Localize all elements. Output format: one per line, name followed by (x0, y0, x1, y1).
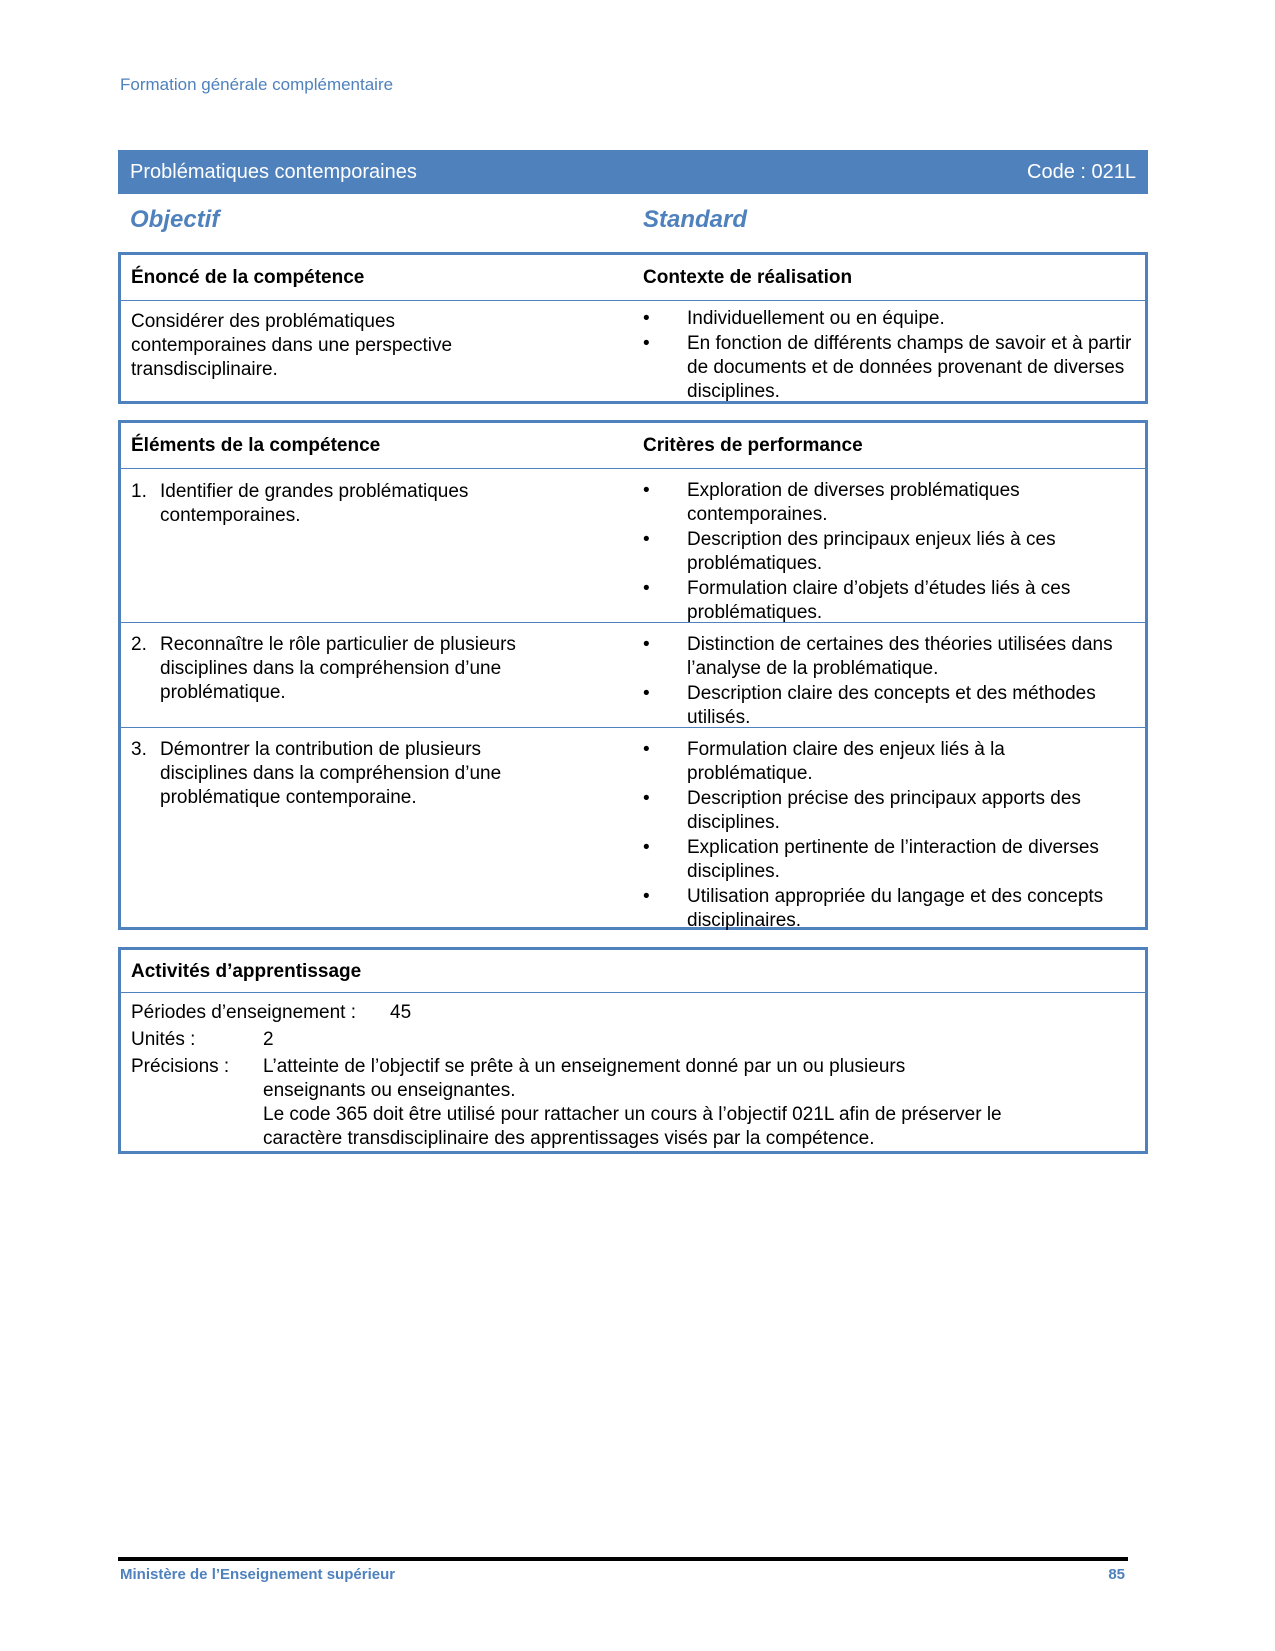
periods-value: 45 (390, 1002, 412, 1023)
objective-heading: Objectif (130, 206, 220, 233)
contexte-list (643, 307, 1138, 405)
contexte-item: • En fonction de différents champs de savoir et à partir de documents et de données provenant de diverses disciplines. (643, 332, 1138, 404)
criteria-list (643, 623, 1133, 737)
criteria-item: • Description claire des concepts et des méthodes utilisés. (643, 682, 1133, 730)
contexte-item: • Individuellement ou en équipe. (643, 307, 1138, 331)
element-text: Démontrer la contribution de plusieurs disciplines dans la compréhension d’une problématique contemporaine. (160, 739, 502, 808)
elements-label: Éléments de la compétence (131, 435, 381, 456)
standard-heading: Standard (643, 206, 748, 233)
criteria-item: • Formulation claire des enjeux liés à la problématique. (643, 738, 1133, 786)
criteres-label: Critères de performance (643, 435, 863, 456)
element-number: 2. (131, 634, 147, 655)
footer-page-number: 85 (1108, 1566, 1125, 1583)
element-statement (131, 633, 561, 705)
element-statement (131, 480, 561, 528)
banner-code: Code : 021L (1027, 160, 1136, 183)
objective-banner (118, 150, 1148, 194)
competence-box (118, 252, 1148, 404)
activities-box (118, 947, 1148, 1154)
criteria-item: • Exploration de diverses problématiques contemporaines. (643, 479, 1133, 527)
banner-title: Problématiques contemporaines (130, 160, 417, 183)
element-row (121, 623, 1145, 728)
periods-label: Périodes d’enseignement : (131, 1002, 356, 1023)
precisions-paragraph: L’atteinte de l’objectif se prête à un enseignement donné par un ou plusieurs enseignants ou enseignantes. (263, 1056, 906, 1101)
criteria-item: • Description précise des principaux apports des disciplines. (643, 787, 1133, 835)
section-headings (130, 206, 748, 234)
contexte-label: Contexte de réalisation (643, 267, 853, 288)
enonce-label: Énoncé de la compétence (131, 267, 365, 288)
precisions-label: Précisions : (131, 1056, 230, 1077)
element-number: 1. (131, 481, 147, 502)
criteria-item: • Explication pertinente de l’interaction de diverses disciplines. (643, 836, 1133, 884)
footer-ministry: Ministère de l’Enseignement supérieur (120, 1566, 396, 1583)
criteria-item: • Description des principaux enjeux liés à ces problématiques. (643, 528, 1133, 576)
criteria-list (643, 469, 1133, 632)
competence-box-header (121, 255, 1145, 301)
running-title: Formation générale complémentaire (120, 75, 394, 94)
element-statement (131, 738, 561, 810)
units-value: 2 (263, 1029, 274, 1050)
element-row (121, 728, 1145, 931)
enonce-text: Considérer des problématiques contemporaines dans une perspective transdisciplinaire. (131, 311, 453, 380)
units-label: Unités : (131, 1029, 196, 1050)
activities-label: Activités d’apprentissage (131, 961, 362, 982)
footer-rule (118, 1557, 1128, 1561)
precisions-paragraph: Le code 365 doit être utilisé pour rattacher un cours à l’objectif 021L afin de préserver le caractère transdisciplinaire des apprentissages visés par la compétence. (263, 1104, 1002, 1149)
element-text: Reconnaître le rôle particulier de plusieurs disciplines dans la compréhension d’une problématique. (160, 634, 516, 703)
criteria-item: • Formulation claire d’objets d’études liés à ces problématiques. (643, 577, 1133, 625)
element-text: Identifier de grandes problématiques contemporaines. (160, 481, 469, 526)
elements-box-header (121, 423, 1145, 469)
element-row (121, 469, 1145, 623)
page-footer (120, 1566, 1125, 1583)
criteria-item: • Distinction de certaines des théories utilisées dans l’analyse de la problématique. (643, 633, 1133, 681)
criteria-list (643, 728, 1133, 940)
element-number: 3. (131, 739, 147, 760)
criteria-item: • Utilisation appropriée du langage et des concepts disciplinaires. (643, 885, 1133, 933)
elements-box (118, 420, 1148, 930)
activities-box-header (121, 950, 1145, 993)
